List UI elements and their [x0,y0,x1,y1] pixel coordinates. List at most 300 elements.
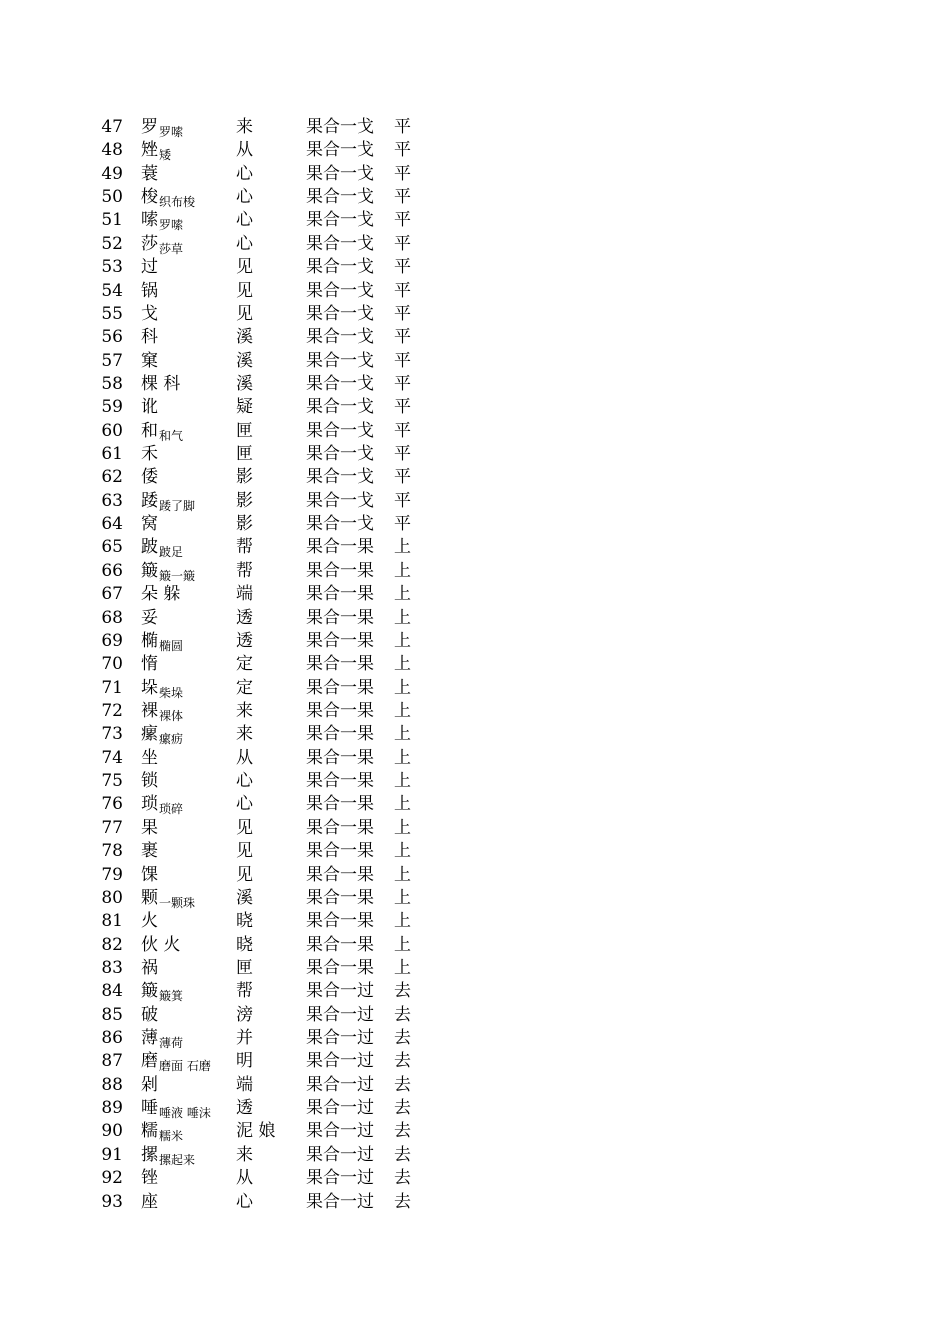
character: 唾 [141,1098,158,1119]
initial-cell: 端 [236,1074,253,1095]
rime-cell: 果合一果 [306,934,374,955]
initial-cell: 明 [236,1051,253,1072]
initial-cell: 溪 [236,327,253,348]
example-word: 唾液 唾沫 [159,1106,211,1121]
character-cell [141,163,158,186]
tone-cell: 平 [394,420,411,441]
rime-cell: 果合一过 [306,1004,374,1025]
table-row [0,350,950,373]
row-number: 70 [101,654,123,675]
tone-cell: 平 [394,210,411,231]
character: 禾 [141,444,158,465]
table-row [0,536,950,559]
tone-cell: 去 [394,1191,411,1212]
character: 倭 [141,467,158,488]
initial-cell: 匣 [236,957,253,978]
example-word: 和气 [159,428,184,443]
example-word: 矮 [159,148,172,163]
row-number: 63 [101,490,123,511]
rime-cell: 果合一果 [306,747,374,768]
table-row [0,1074,950,1097]
character-cell [141,957,158,980]
tone-cell: 平 [394,140,411,161]
table-row [0,864,950,887]
rime-cell: 果合一戈 [306,467,374,488]
rime-cell: 果合一戈 [306,280,374,301]
table-row [0,1167,950,1190]
tone-cell: 平 [394,467,411,488]
initial-cell: 影 [236,514,253,535]
example-word: 琐碎 [159,802,184,817]
initial-cell: 并 [236,1028,253,1049]
row-number: 86 [101,1028,123,1049]
tone-cell: 上 [394,841,411,862]
rime-cell: 果合一戈 [306,373,374,394]
rime-cell: 果合一果 [306,817,374,838]
tone-cell: 平 [394,303,411,324]
rime-cell: 果合一果 [306,794,374,815]
rime-cell: 果合一果 [306,724,374,745]
row-number: 84 [101,981,123,1002]
character-cell [141,1191,158,1214]
row-number: 79 [101,864,123,885]
initial-cell: 见 [236,257,253,278]
initial-cell: 见 [236,864,253,885]
character: 妥 [141,607,158,628]
initial-cell: 疑 [236,397,253,418]
initial-cell: 帮 [236,537,253,558]
table-row [0,396,950,419]
table-row [0,747,950,770]
row-number: 87 [101,1051,123,1072]
rime-cell: 果合一过 [306,1051,374,1072]
initial-cell: 定 [236,677,253,698]
character: 跛 [141,537,158,558]
tone-cell: 上 [394,700,411,721]
table-row [0,770,950,793]
tone-cell: 上 [394,771,411,792]
tone-cell: 去 [394,1051,411,1072]
row-number: 69 [101,630,123,651]
tone-cell: 平 [394,490,411,511]
row-number: 54 [101,280,123,301]
rime-cell: 果合一果 [306,911,374,932]
tone-cell: 上 [394,584,411,605]
character-cell [141,607,158,630]
row-number: 53 [101,257,123,278]
row-number: 74 [101,747,123,768]
rime-cell: 果合一果 [306,560,374,581]
character: 磨 [141,1051,158,1072]
row-number: 50 [101,187,123,208]
rime-cell: 果合一戈 [306,163,374,184]
row-number: 81 [101,911,123,932]
tone-cell: 平 [394,117,411,137]
tone-cell: 上 [394,794,411,815]
row-number: 76 [101,794,123,815]
initial-cell: 见 [236,841,253,862]
table-row [0,233,950,256]
table-row [0,326,950,349]
row-number: 68 [101,607,123,628]
rime-cell: 果合一戈 [306,210,374,231]
character: 摞 [141,1144,158,1165]
table-row [0,910,950,933]
character: 裹 [141,841,158,862]
rime-cell: 果合一果 [306,864,374,885]
row-number: 48 [101,140,123,161]
rime-cell: 果合一戈 [306,117,374,137]
table-row [0,420,950,443]
row-number: 71 [101,677,123,698]
rime-cell: 果合一戈 [306,187,374,208]
row-number: 56 [101,327,123,348]
row-number: 78 [101,841,123,862]
row-number: 66 [101,560,123,581]
character: 祸 [141,957,158,978]
character: 锅 [141,280,158,301]
table-row [0,139,950,162]
tone-cell: 平 [394,233,411,254]
initial-cell: 影 [236,467,253,488]
row-number: 77 [101,817,123,838]
tone-cell: 平 [394,444,411,465]
character-cell [141,373,180,396]
row-number: 88 [101,1074,123,1095]
example-word: 裸体 [159,708,184,723]
row-number: 55 [101,303,123,324]
character: 簸 [141,560,158,581]
tone-cell: 平 [394,514,411,535]
character-cell [141,653,158,676]
tone-cell: 去 [394,1028,411,1049]
character: 嗦 [141,210,158,231]
example-word: 椭圆 [159,638,184,653]
character-cell [141,864,158,887]
character-cell [141,1004,158,1027]
initial-cell: 心 [236,1191,253,1212]
initial-cell: 帮 [236,981,253,1002]
tone-cell: 上 [394,630,411,651]
table-row [0,583,950,606]
rime-cell: 果合一过 [306,1121,374,1142]
table-row [0,887,950,910]
character: 窝 [141,514,158,535]
rime-cell: 果合一戈 [306,303,374,324]
character-cell [141,583,180,606]
table-row [0,653,950,676]
character: 锉 [141,1168,158,1189]
tone-cell: 去 [394,1004,411,1025]
table-row [0,280,950,303]
rime-cell: 果合一戈 [306,257,374,278]
character: 糯 [141,1121,158,1142]
rime-cell: 果合一过 [306,1028,374,1049]
character: 薄 [141,1028,158,1049]
table-row [0,209,950,232]
rime-cell: 果合一果 [306,584,374,605]
character: 伙 火 [141,934,181,955]
table-row [0,256,950,279]
character: 果 [141,817,158,838]
rime-cell: 果合一戈 [306,233,374,254]
tone-cell: 平 [394,257,411,278]
initial-cell: 晓 [236,911,253,932]
tone-cell: 去 [394,981,411,1002]
character: 踒 [141,490,158,511]
rime-cell: 果合一果 [306,841,374,862]
character: 剁 [141,1074,158,1095]
tone-cell: 平 [394,187,411,208]
example-word: 糯米 [159,1129,184,1144]
tone-cell: 去 [394,1144,411,1165]
character: 座 [141,1191,158,1212]
rime-cell: 果合一戈 [306,350,374,371]
rime-cell: 果合一过 [306,1074,374,1095]
rime-cell: 果合一戈 [306,444,374,465]
example-word: 一颗珠 [159,895,196,910]
tone-cell: 平 [394,397,411,418]
rime-cell: 果合一果 [306,654,374,675]
tone-cell: 去 [394,1074,411,1095]
tone-cell: 上 [394,607,411,628]
row-number: 59 [101,397,123,418]
table-row [0,186,950,209]
character: 戈 [141,303,158,324]
character-cell [141,1074,158,1097]
initial-cell: 帮 [236,560,253,581]
character-cell [141,840,158,863]
example-word: 柴垛 [159,685,184,700]
initial-cell: 溪 [236,373,253,394]
character: 惰 [141,654,158,675]
character: 朵 躲 [141,584,181,605]
row-number: 57 [101,350,123,371]
table-row [0,980,950,1003]
initial-cell: 来 [236,700,253,721]
tone-cell: 上 [394,887,411,908]
initial-cell: 匣 [236,444,253,465]
row-number: 89 [101,1098,123,1119]
character: 梭 [141,187,158,208]
example-word: 跛足 [159,545,184,560]
rime-cell: 果合一戈 [306,420,374,441]
row-number: 72 [101,700,123,721]
character-cell [141,466,158,489]
rime-cell: 果合一果 [306,607,374,628]
character-cell [141,256,158,279]
initial-cell: 来 [236,117,253,137]
rime-cell: 果合一果 [306,537,374,558]
character: 蓑 [141,163,158,184]
row-number: 82 [101,934,123,955]
table-row [0,1191,950,1214]
table-row [0,840,950,863]
example-word: 摞起来 [159,1152,196,1167]
table-row [0,513,950,536]
initial-cell: 透 [236,607,253,628]
initial-cell: 心 [236,233,253,254]
table-row [0,957,950,980]
rime-cell: 果合一果 [306,887,374,908]
tone-cell: 上 [394,537,411,558]
tone-cell: 上 [394,677,411,698]
table-row [0,1004,950,1027]
character: 坐 [141,747,158,768]
example-word: 瘰疬 [159,732,184,747]
table-row [0,1050,950,1073]
tone-cell: 上 [394,934,411,955]
initial-cell: 心 [236,771,253,792]
row-number: 52 [101,233,123,254]
row-number: 64 [101,514,123,535]
row-number: 62 [101,467,123,488]
initial-cell: 滂 [236,1004,253,1025]
row-number: 90 [101,1121,123,1142]
example-word: 织布梭 [159,195,196,210]
table-row [0,1027,950,1050]
tone-cell: 上 [394,560,411,581]
rime-cell: 果合一果 [306,630,374,651]
character: 破 [141,1004,158,1025]
tone-cell: 上 [394,911,411,932]
row-number: 73 [101,724,123,745]
rime-cell: 果合一戈 [306,514,374,535]
tone-cell: 平 [394,327,411,348]
character-cell [141,1167,158,1190]
row-number: 67 [101,584,123,605]
initial-cell: 透 [236,1098,253,1119]
tone-cell: 上 [394,654,411,675]
tone-cell: 上 [394,747,411,768]
table-row [0,630,950,653]
row-number: 80 [101,887,123,908]
table-row [0,116,950,139]
character: 裸 [141,700,158,721]
character-cell [141,934,180,957]
row-number: 85 [101,1004,123,1025]
character-cell [141,910,158,933]
initial-cell: 定 [236,654,253,675]
initial-cell: 晓 [236,934,253,955]
example-word: 薄荷 [159,1036,184,1051]
initial-cell: 从 [236,747,253,768]
tone-cell: 去 [394,1168,411,1189]
initial-cell: 来 [236,724,253,745]
character-cell [141,747,158,770]
character: 垛 [141,677,158,698]
tone-cell: 上 [394,864,411,885]
table-row [0,817,950,840]
character-cell [141,443,158,466]
character-cell [141,326,158,349]
row-number: 91 [101,1144,123,1165]
table-row [0,466,950,489]
character: 簸 [141,981,158,1002]
character: 颗 [141,887,158,908]
row-number: 92 [101,1168,123,1189]
character: 火 [141,911,158,932]
character: 椭 [141,630,158,651]
table-row [0,1120,950,1143]
rime-cell: 果合一过 [306,1191,374,1212]
tone-cell: 上 [394,957,411,978]
row-number: 58 [101,373,123,394]
tone-cell: 去 [394,1098,411,1119]
table-row [0,700,950,723]
character-cell [141,770,158,793]
character-cell [141,513,158,536]
character: 罗 [141,117,158,137]
row-number: 65 [101,537,123,558]
rime-cell: 果合一过 [306,1144,374,1165]
table-row [0,1097,950,1120]
example-word: 莎草 [159,241,184,256]
character: 讹 [141,397,158,418]
tone-cell: 上 [394,724,411,745]
example-word: 磨面 石磨 [159,1059,211,1074]
row-number: 51 [101,210,123,231]
table-row [0,934,950,957]
tone-cell: 平 [394,280,411,301]
row-number: 47 [101,117,123,137]
initial-cell: 从 [236,1168,253,1189]
row-number: 75 [101,771,123,792]
initial-cell: 心 [236,163,253,184]
character-cell [141,817,158,840]
example-word: 罗嗦 [159,125,184,139]
tone-cell: 平 [394,373,411,394]
table-row [0,560,950,583]
character: 窠 [141,350,158,371]
rime-cell: 果合一戈 [306,140,374,161]
example-word: 罗嗦 [159,218,184,233]
row-number: 60 [101,420,123,441]
character: 过 [141,257,158,278]
character: 棵 科 [141,373,181,394]
rime-cell: 果合一过 [306,981,374,1002]
initial-cell: 心 [236,794,253,815]
rime-cell: 果合一戈 [306,397,374,418]
rime-cell: 果合一果 [306,700,374,721]
initial-cell: 端 [236,584,253,605]
tone-cell: 去 [394,1121,411,1142]
initial-cell: 心 [236,210,253,231]
character: 矬 [141,140,158,161]
character: 琐 [141,794,158,815]
character: 瘰 [141,724,158,745]
initial-cell: 从 [236,140,253,161]
rime-cell: 果合一果 [306,957,374,978]
initial-cell: 见 [236,280,253,301]
character: 馃 [141,864,158,885]
table-row [0,303,950,326]
rime-cell: 果合一戈 [306,490,374,511]
rime-cell: 果合一戈 [306,327,374,348]
table-row [0,490,950,513]
tone-cell: 平 [394,350,411,371]
character-cell [141,350,158,373]
initial-cell: 透 [236,630,253,651]
initial-cell: 匣 [236,420,253,441]
table-row [0,723,950,746]
character: 锁 [141,771,158,792]
example-word: 簸箕 [159,989,184,1004]
character-cell [141,280,158,303]
row-number: 49 [101,163,123,184]
character: 和 [141,420,158,441]
character: 莎 [141,233,158,254]
